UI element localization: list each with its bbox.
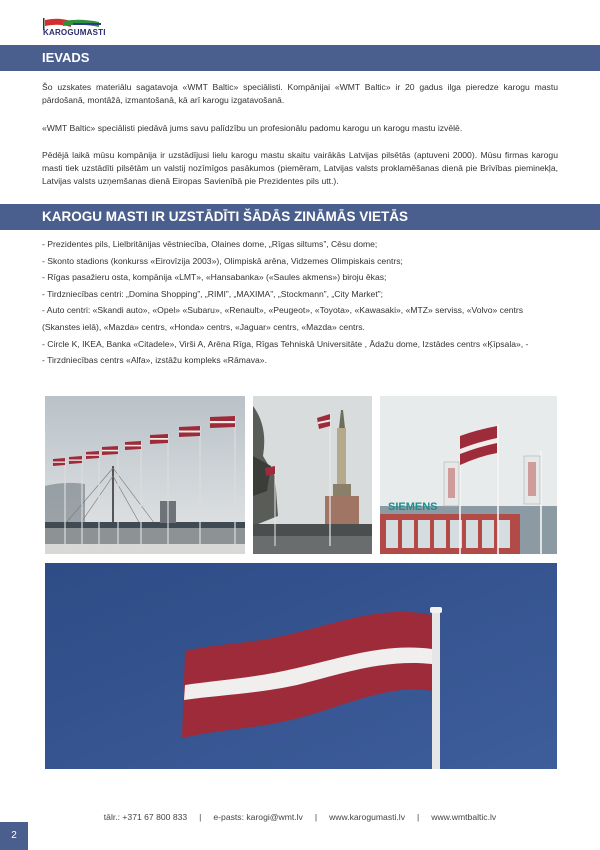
logo-text: KAROGUMASTI [43, 28, 106, 37]
company-logo [43, 17, 106, 39]
list-item: - Skonto stadions (konkurss «Eirovīzija 2003»), Olimpiskā arēna, Vidzemes Olimpiskais centrs; [42, 255, 403, 266]
locations-list [42, 236, 562, 369]
footer-email[interactable]: e-pasts: karogi@wmt.lv [213, 812, 303, 822]
section-title-intro: IEVADS [0, 45, 600, 71]
footer-website-wmtbaltic[interactable]: www.wmtbaltic.lv [431, 812, 497, 822]
footer-separator: | [314, 812, 318, 822]
section-title-locations: KAROGU MASTI IR UZSTĀDĪTI ŠĀDĀS ZINĀMĀS VIETĀS [0, 204, 600, 230]
intro-paragraph-3: Pēdējā laikā mūsu kompānija ir uzstādījusi lielu karogu mastu skaitu vairākās Latvijas pilsētās (aptuveni 2000). Mūsu firmas karogu masti tiek uzstādīti pilsētām un valstij nozīmīgos pasākumos (piemēram, Latvijas valsts proklamēšanas dienā pie Brīvības pieminekļa, Latvijas valsts uzņemšanas dienā Eiropas Savienībā pie Prezidentes pils utt.). [42, 150, 558, 186]
list-item: (Skanstes ielā), «Mazda» centrs, «Honda» centrs, «Jaguar» centrs, «Mazda» centrs. [42, 321, 365, 332]
footer-website-karogumasti[interactable]: www.karogumasti.lv [329, 812, 406, 822]
page-number: 2 [0, 822, 28, 850]
list-item: - Auto centri: «Skandi auto», «Opel» «Subaru», «Renault», «Peugeot», «Toyota», «Kawasaki», «MTZ» serviss, «Volvo» centrs [42, 305, 524, 316]
list-item: - Rīgas pasažieru osta, kompānija «LMT», «Hansabanka» («Saules akmens») biroju ēkas; [42, 272, 387, 283]
list-item: - Tirdzniecības centri: „Domina Shopping”, „RIMI”, „MAXIMA”, „Stockmann”, „City Market”; [42, 288, 383, 299]
intro-paragraph-1: Šo uzskates materiālu sagatavoja «WMT Baltic» speciālisti. Kompānijai «WMT Baltic» ir 20 gadus ilga pieredze karogu mastu pārdošanā, montāžā, izmantošanā, kā arī karogu izgatavošanā. [42, 82, 558, 105]
list-item: - Tirzdniecības centrs «Alfa», izstāžu kompleks «Rāmava». [42, 355, 267, 366]
building-sign-text: SIEMENS [388, 501, 438, 513]
footer-separator: | [417, 812, 420, 822]
contact-footer [0, 812, 600, 822]
footer-separator: | [199, 812, 202, 822]
list-item: - Circle K, IKEA, Banka «Citadele», Virši A, Arēna Rīga, Rīgas Tehniskā Universitāte , Ādažu dome, Izstādes centrs «Ķīpsala», - [42, 338, 529, 349]
intro-paragraph-2: «WMT Baltic» speciālisti piedāvā jums savu palīdzību un profesionālu padomu karogu un karogu mastu izvēlē. [42, 123, 463, 133]
footer-phone: tālr.: +371 67 800 833 [103, 812, 188, 822]
photo-bridge-flags [45, 396, 245, 554]
photo-siemens-flags [380, 396, 557, 554]
list-item: - Prezidentes pils, Lielbritānijas vēstniecība, Olaines dome, „Rīgas siltums”, Cēsu dome; [42, 239, 378, 249]
photo-freedom-monument [253, 396, 372, 554]
photo-large-flag-sky [45, 563, 557, 769]
